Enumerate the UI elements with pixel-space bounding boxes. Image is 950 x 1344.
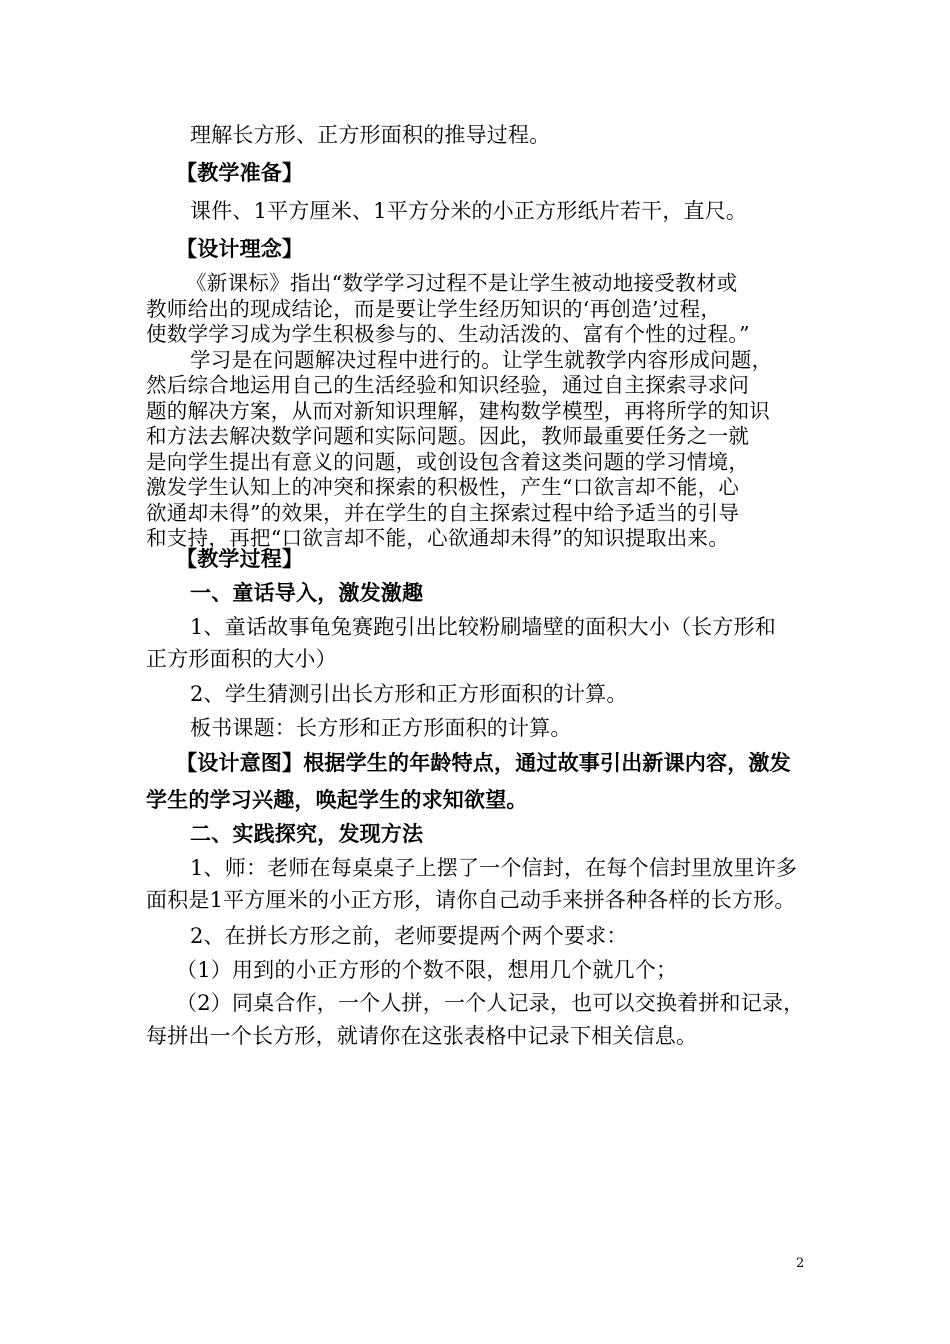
text-line: 学习是在问题解决过程中进行的。让学生就教学内容形成问题， [190, 348, 773, 372]
text-line: 激发学生认知上的冲突和探索的积极性，产生“口欲言却不能，心 [146, 475, 740, 499]
text-line: 教师给出的现成结论，而是要让学生经历知识的‘再创造’过程， [146, 297, 722, 321]
section-heading-teaching-process: 【教学过程】 [176, 546, 304, 571]
text-line: 正方形面积的大小） [146, 647, 337, 671]
text-line: 然后综合地运用自己的生活经验和知识经验，通过自主探索寻求问 [146, 373, 750, 397]
text-line: （2）同桌合作，一个人拼，一个人记录，也可以交换着拼和记录， [176, 991, 805, 1015]
text-line: 是向学生提出有意义的问题，或创设包含着这类问题的学习情境， [146, 450, 750, 474]
text-line: 面积是1平方厘米的小正方形，请你自己动手来拼各种各样的长方形。 [146, 888, 796, 912]
text-line: 板书课题：长方形和正方形面积的计算。 [190, 716, 572, 740]
subsection-heading-practice-explore: 二、实践探究，发现方法 [190, 821, 424, 846]
text-line: 《新课标》指出“数学学习过程不是让学生被动地接受教材或 [186, 271, 738, 295]
text-line: 每拼出一个长方形，就请你在这张表格中记录下相关信息。 [146, 1024, 698, 1048]
text-line: 题的解决方案，从而对新知识理解，建构数学模型，再将所学的知识 [146, 399, 770, 423]
page-number: 2 [796, 1256, 805, 1271]
text-line: 1、童话故事龟兔赛跑引出比较粉刷墙壁的面积大小（长方形和 [190, 615, 776, 639]
text-line: 2、学生猜测引出长方形和正方形面积的计算。 [190, 682, 628, 706]
text-line: （1）用到的小正方形的个数不限，想用几个就几个； [176, 958, 678, 982]
design-intent-line: 学生的学习兴趣，唤起学生的求知欲望。 [146, 787, 528, 812]
text-line: 和方法去解决数学问题和实际问题。因此，教师最重要任务之一就 [146, 424, 750, 448]
section-heading-design-concept: 【设计理念】 [176, 236, 304, 261]
text-line: 和支持，再把“口欲言却不能，心欲通却未得”的知识提取出来。 [146, 526, 730, 550]
text-line: 使数学学习成为学生积极参与的、生动活泼的、富有个性的过程。” [146, 322, 750, 346]
text-line: 理解长方形、正方形面积的推导过程。 [190, 123, 551, 147]
text-line: 课件、1平方厘米、1平方分米的小正方形纸片若干，直尺。 [190, 199, 748, 223]
text-line: 1、师：老师在每桌桌子上摆了一个信封，在每个信封里放里许多 [190, 856, 798, 880]
text-line: 2、在拼长方形之前，老师要提两个两个要求： [190, 924, 628, 948]
text-line: 欲通却未得”的效果，并在学生的自主探索过程中给予适当的引导 [146, 501, 740, 525]
section-heading-teaching-preparation: 【教学准备】 [176, 160, 304, 185]
subsection-heading-fairy-tale-intro: 一、童话导入，激发激趣 [190, 580, 424, 605]
design-intent-line: 【设计意图】根据学生的年龄特点，通过故事引出新课内容，激发 [176, 750, 791, 775]
